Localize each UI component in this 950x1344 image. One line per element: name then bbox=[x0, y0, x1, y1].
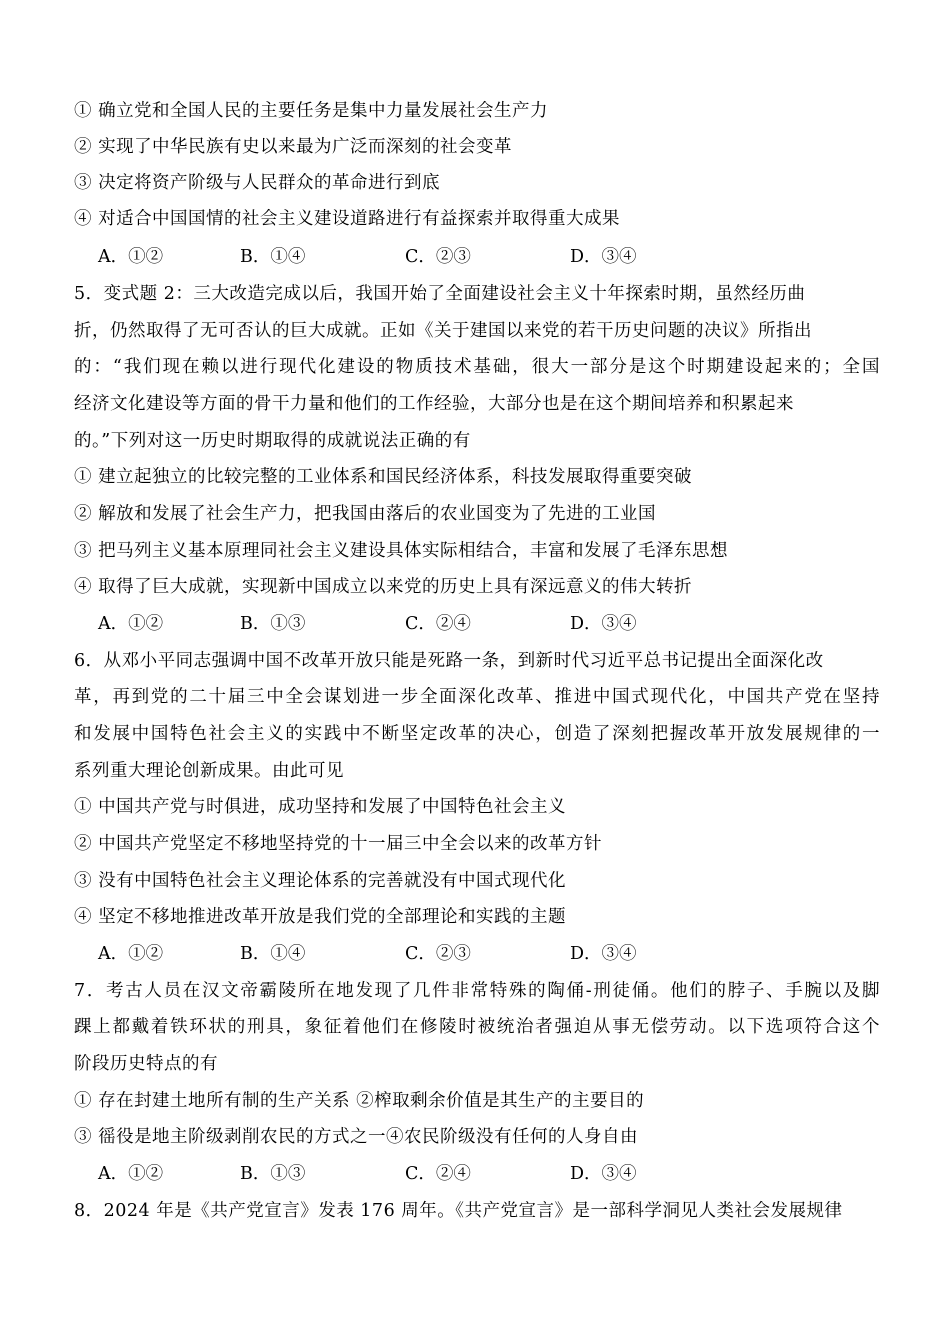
choice-a: A．①② bbox=[98, 1164, 164, 1184]
choice-d: D．③④ bbox=[570, 247, 637, 267]
question-text: 8．2024 年是《共产党宣言》发表 176 周年。《共产党宣言》是一部科学洞见人类社会发展规律 bbox=[74, 1201, 843, 1221]
option-statement: ② 解放和发展了社会生产力，把我国由落后的农业国变为了先进的工业国 bbox=[74, 504, 657, 524]
question-text: 踝上都戴着铁环状的刑具，象征着他们在修陵时被统治者强迫从事无偿劳动。以下选项符合这个 bbox=[74, 1017, 880, 1037]
question-text: 经济文化建设等方面的骨干力量和他们的工作经验，大部分也是在这个期间培养和积累起来 bbox=[74, 394, 794, 414]
choice-b: B．①④ bbox=[240, 944, 306, 964]
question-text: 6．从邓小平同志强调中国不改革开放只能是死路一条，到新时代习近平总书记提出全面深化改 bbox=[74, 651, 824, 671]
choice-d: D．③④ bbox=[570, 614, 637, 634]
choice-b: B．①③ bbox=[240, 614, 306, 634]
choice-a: A．①② bbox=[98, 944, 164, 964]
option-statement: ① 确立党和全国人民的主要任务是集中力量发展社会生产力 bbox=[74, 101, 549, 121]
choice-a: A．①② bbox=[98, 614, 164, 634]
choice-d: D．③④ bbox=[570, 944, 637, 964]
question-text: 阶段历史特点的有 bbox=[74, 1054, 218, 1074]
option-statement: ① 中国共产党与时俱进，成功坚持和发展了中国特色社会主义 bbox=[74, 797, 567, 817]
choice-b: B．①③ bbox=[240, 1164, 306, 1184]
question-text: 的：“我们现在赖以进行现代化建设的物质技术基础，很大一部分是这个时期建设起来的；全国 bbox=[74, 357, 880, 377]
option-statement: ③ 没有中国特色社会主义理论体系的完善就没有中国式现代化 bbox=[74, 871, 567, 891]
choice-c: C．②③ bbox=[405, 247, 471, 267]
question-text: 革，再到党的二十届三中全会谋划进一步全面深化改革、推进中国式现代化，中国共产党在坚持 bbox=[74, 687, 880, 707]
option-statement: ④ 坚定不移地推进改革开放是我们党的全部理论和实践的主题 bbox=[74, 907, 567, 927]
question-text: 7．考古人员在汉文帝霸陵所在地发现了几件非常特殊的陶俑-刑徒俑。他们的脖子、手腕以及脚 bbox=[74, 981, 880, 1001]
choice-c: C．②④ bbox=[405, 1164, 471, 1184]
choice-a: A．①② bbox=[98, 247, 164, 267]
question-text: 5．变式题 2：三大改造完成以后，我国开始了全面建设社会主义十年探索时期，虽然经历曲 bbox=[74, 284, 806, 304]
option-statement: ② 实现了中华民族有史以来最为广泛而深刻的社会变革 bbox=[74, 137, 513, 157]
option-statement: ③ 徭役是地主阶级剥削农民的方式之一④农民阶级没有任何的人身自由 bbox=[74, 1127, 639, 1147]
option-statement: ④ 对适合中国国情的社会主义建设道路进行有益探索并取得重大成果 bbox=[74, 209, 621, 229]
question-text: 的。”下列对这一历史时期取得的成就说法正确的有 bbox=[74, 431, 471, 451]
question-text: 折，仍然取得了无可否认的巨大成就。正如《关于建国以来党的若干历史问题的决议》所指出 bbox=[74, 321, 812, 341]
option-statement: ① 存在封建土地所有制的生产关系 ②榨取剩余价值是其生产的主要目的 bbox=[74, 1091, 645, 1111]
option-statement: ① 建立起独立的比较完整的工业体系和国民经济体系，科技发展取得重要突破 bbox=[74, 467, 693, 487]
question-text: 系列重大理论创新成果。由此可见 bbox=[74, 761, 344, 781]
option-statement: ④ 取得了巨大成就，实现新中国成立以来党的历史上具有深远意义的伟大转折 bbox=[74, 577, 693, 597]
choice-d: D．③④ bbox=[570, 1164, 637, 1184]
option-statement: ③ 决定将资产阶级与人民群众的革命进行到底 bbox=[74, 173, 441, 193]
choice-c: C．②④ bbox=[405, 614, 471, 634]
choice-b: B．①④ bbox=[240, 247, 306, 267]
option-statement: ③ 把马列主义基本原理同社会主义建设具体实际相结合，丰富和发展了毛泽东思想 bbox=[74, 541, 729, 561]
question-text: 和发展中国特色社会主义的实践中不断坚定改革的决心，创造了深刻把握改革开放发展规律的一 bbox=[74, 724, 880, 744]
option-statement: ② 中国共产党坚定不移地坚持党的十一届三中全会以来的改革方针 bbox=[74, 834, 603, 854]
choice-c: C．②③ bbox=[405, 944, 471, 964]
